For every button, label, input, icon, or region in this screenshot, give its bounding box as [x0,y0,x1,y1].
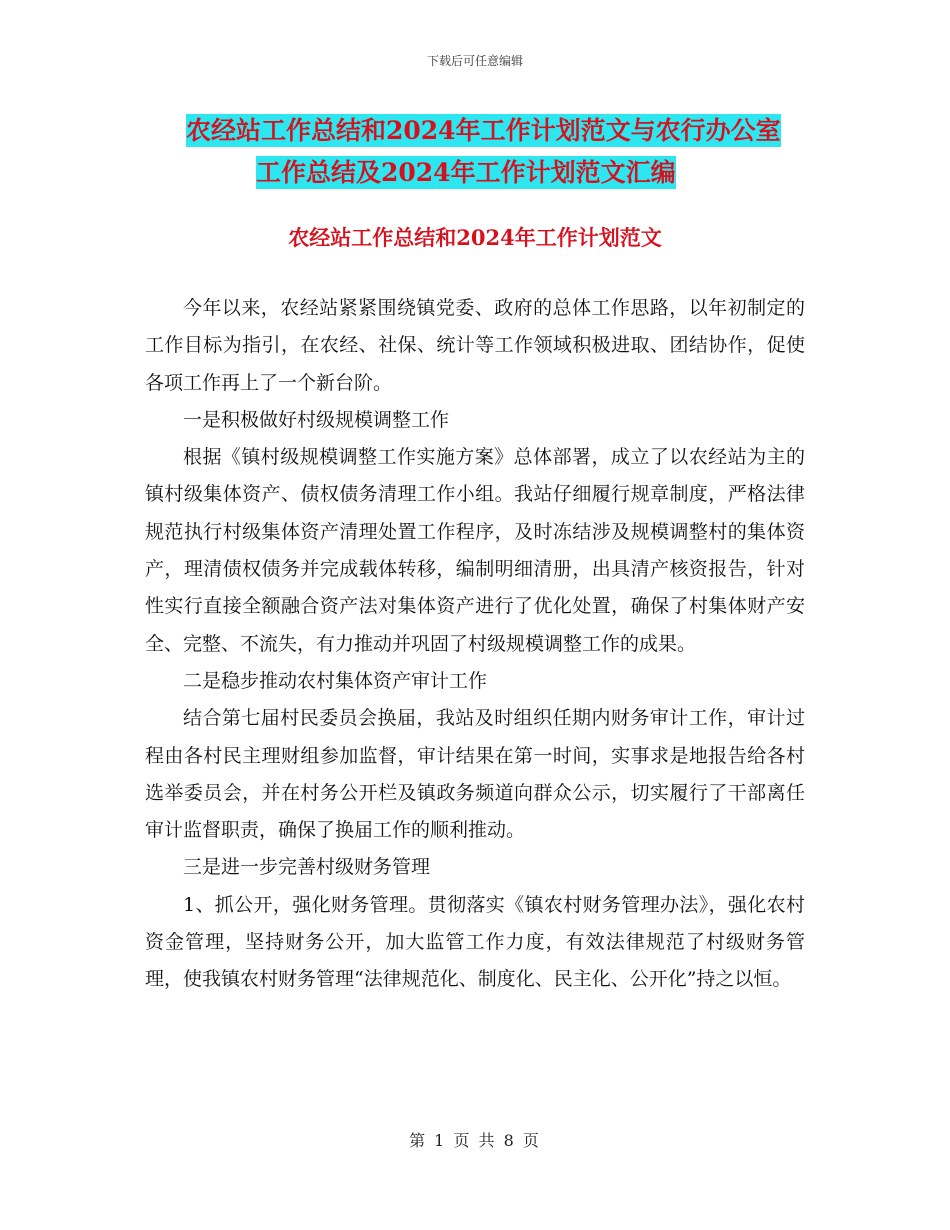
paragraph-intro: 今年以来，农经站紧紧围绕镇党委、政府的总体工作思路，以年初制定的工作目标为指引，在农经、社保、统计等工作领域积极进取、团结协作，促使各项工作再上了一个新台阶。 [145,297,805,394]
heading-asset-audit: 二是稳步推动农村集体资产审计工作 [183,669,488,692]
section-title: 农经站工作总结和2024年工作计划范文 [288,225,662,250]
page-number-footer: 第 1 页 共 8 页 [409,1131,541,1150]
document-body [145,290,805,999]
title-line-2-text: 工作总结及2024年工作计划范文汇编 [256,158,676,187]
paragraph-financial-management: 1、抓公开，强化财务管理。贯彻落实《镇农村财务管理办法》，强化农村资金管理，坚持财务公开，加大监管工作力度，有效法律规范了村级财务管理，使我镇农村财务管理“法律规范化、制度化、民主化、公开化”持之以恒。 [145,893,805,991]
title-line-1-text: 农经站工作总结和2024年工作计划范文与农行办公室 [186,116,781,145]
heading-financial-management: 三是进一步完善村级财务管理 [183,856,431,879]
header-note: 下载后可任意编辑 [426,54,523,68]
paragraph-village-scale-adjustment: 根据《镇村级规模调整工作实施方案》总体部署，成立了以农经站为主的镇村级集体资产、债权债务清理工作小组。我站仔细履行规章制度，严格法律规范执行村级集体资产清理处置工作程序，及时冻结涉及规模调整村的集体资产，理清债权债务并完成载体转移，编制明细清册，出具清产核资报告，针对性实行直接全额融合资产法对集体资产进行了优化处置，确保了村集体财产安全、完整、不流失，有力推动并巩固了村级规模调整工作的成果。 [145,446,805,655]
paragraph-asset-audit: 结合第七届村民委员会换届，我站及时组织任期内财务审计工作，审计过程由各村民主理财组参加监督，审计结果在第一时间，实事求是地报告给各村选举委员会，并在村务公开栏及镇政务频道向群众公示，切实履行了干部离任审计监督职责，确保了换届工作的顺利推动。 [145,707,805,842]
title-line-2 [256,152,676,194]
heading-village-scale-adjustment: 一是积极做好村级规模调整工作 [183,408,450,431]
title-line-1 [186,110,781,152]
